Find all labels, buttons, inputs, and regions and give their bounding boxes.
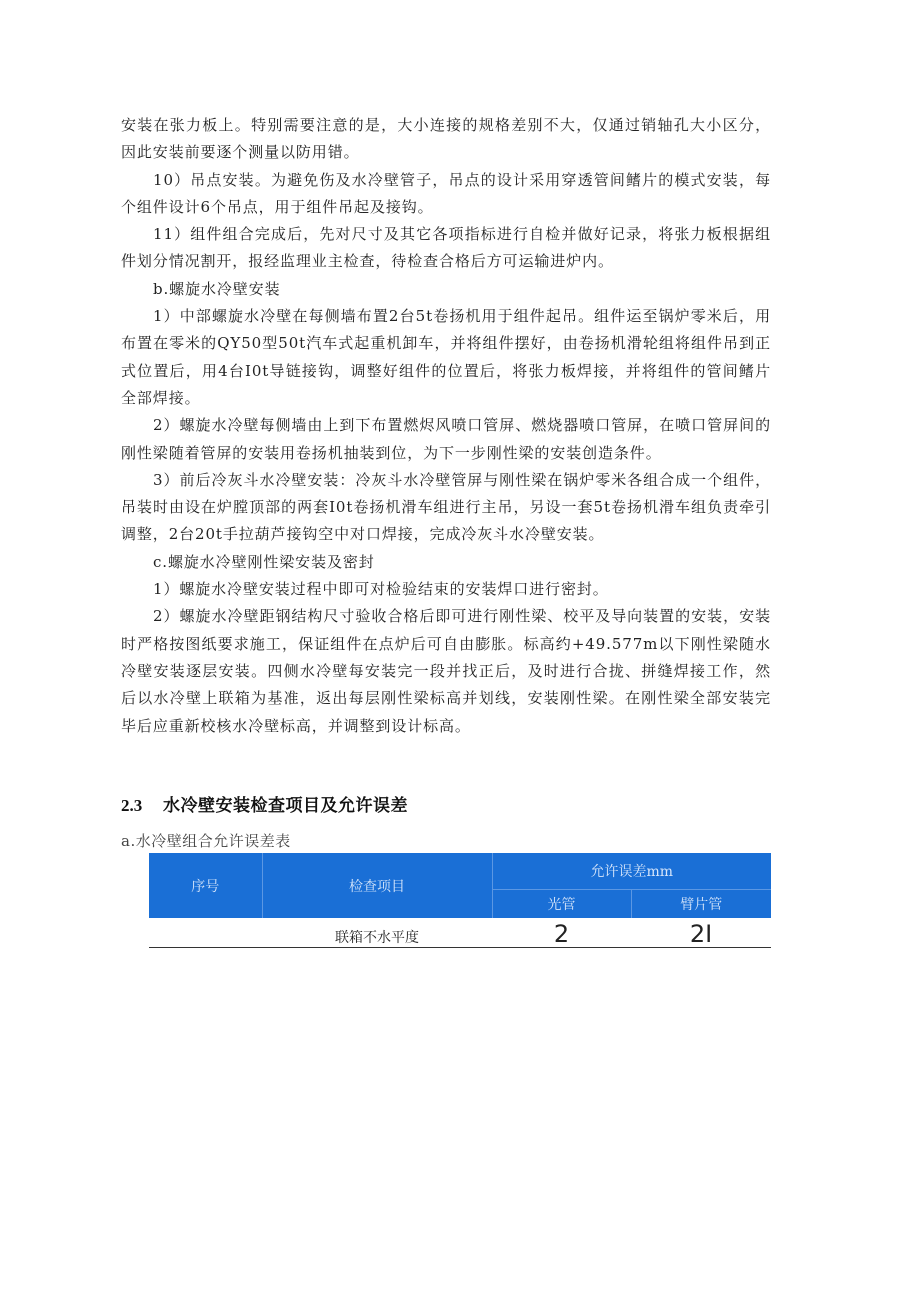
cell-bare-value: 2 xyxy=(492,918,631,948)
section-title: 水冷壁安装检查项目及允许误差 xyxy=(163,796,408,816)
table-body xyxy=(149,918,771,948)
cell-item: 联箱不水平度 xyxy=(262,918,492,948)
header-fin-tube: 臂片管 xyxy=(631,890,771,919)
cell-fin-value: 2I xyxy=(631,918,771,948)
subsection-label: b.螺旋水冷壁安装 xyxy=(153,279,281,298)
paragraph: 1）螺旋水冷壁安装过程中即可对检验结束的安装焊口进行密封。 xyxy=(153,580,609,599)
table-header xyxy=(149,853,771,918)
header-seq: 序号 xyxy=(149,853,262,918)
tolerance-table xyxy=(149,853,771,948)
paragraph: 2）螺旋水冷壁每侧墙由上到下布置燃烬风喷口管屏、燃烧器喷口管屏，在喷口管屏间的刚性梁随着管屏的安装用卷扬机抽装到位，为下一步刚性梁的安装创造条件。 xyxy=(121,416,771,462)
header-bare-tube: 光管 xyxy=(492,890,631,919)
paragraph: 3）前后冷灰斗水冷壁安装：冷灰斗水冷壁管屏与刚性梁在锅炉零米各组合成一个组件，吊装时由设在炉膛顶部的两套I0t卷扬机滑车组进行主吊，另设一套5t卷扬机滑车组负责牵引调整，2台20t手拉葫芦接钩空中对口焊接，完成冷灰斗水冷壁安装。 xyxy=(121,470,771,544)
paragraph: 2）螺旋水冷壁距钢结构尺寸验收合格后即可进行刚性梁、校平及导向装置的安装，安装时严格按图纸要求施工，保证组件在点炉后可自由膨胀。标高约+49.577m以下刚性梁随水冷壁安装逐层安装。四侧水冷壁每安装完一段并找正后，及时进行合拢、拼缝焊接工作，然后以水冷壁上联箱为基准，返出每层刚性梁标高并划线，安装刚性梁。在刚性梁全部安装完毕后应重新校核水冷壁标高，并调整到设计标高。 xyxy=(121,607,771,735)
paragraph: 11）组件组合完成后，先对尺寸及其它各项指标进行自检并做好记录，将张力板根据组件划分情况割开，报经监理业主检查，待检查合格后方可运输进炉内。 xyxy=(121,225,771,271)
paragraph: 安装在张力板上。特别需要注意的是，大小连接的规格差别不大，仅通过销轴孔大小区分，因此安装前要逐个测量以防用错。 xyxy=(121,116,771,162)
section-heading xyxy=(121,791,408,816)
paragraph: 10）吊点安装。为避免伤及水冷壁管子，吊点的设计采用穿透管间鳍片的模式安装，每个组件设计6个吊点，用于组件吊起及接钩。 xyxy=(121,170,771,216)
table-caption: a.水冷壁组合允许误差表 xyxy=(121,832,291,850)
header-item: 检查项目 xyxy=(262,853,492,918)
paragraph: 1）中部螺旋水冷壁在每侧墙布置2台5t卷扬机用于组件起吊。组件运至锅炉零米后，用布置在零米的QY50型50t汽车式起重机卸车，并将组件摆好，由卷扬机滑轮组将组件吊到正式位置后，用4台I0t导链接钩，调整好组件的位置后，将张力板焊接，并将组件的管间鳍片全部焊接。 xyxy=(121,307,771,407)
header-tolerance: 允许误差mm xyxy=(492,853,771,890)
subsection-label: c.螺旋水冷壁刚性梁安装及密封 xyxy=(153,552,375,571)
cell-seq xyxy=(149,918,262,948)
table xyxy=(149,853,771,948)
table-row xyxy=(149,918,771,948)
body-text xyxy=(121,112,771,740)
section-number: 2.3 xyxy=(121,796,143,815)
